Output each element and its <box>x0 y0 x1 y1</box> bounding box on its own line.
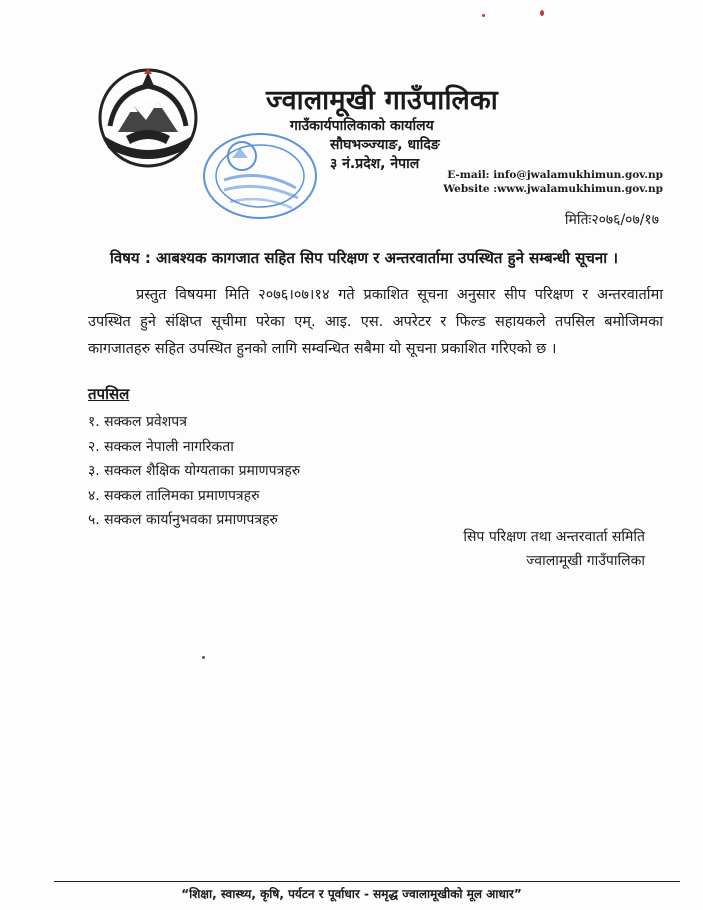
office-seal-stamp-icon <box>200 128 322 224</box>
nepal-coat-of-arms-icon <box>96 66 200 170</box>
org-title: ज्वालामूखी गाउँपालिका <box>266 85 498 116</box>
ink-speck <box>202 656 205 659</box>
office-province: ३ नं.प्रदेश, नेपाल <box>330 156 420 172</box>
signature-committee: सिप परिक्षण तथा अन्तरवार्ता समिति <box>463 529 645 545</box>
subject-line: विषय : आबश्यक कागजात सहित सिप परिक्षण र अन्तरवार्तामा उपस्थित हुने सम्बन्धी सूचना । <box>110 249 619 267</box>
office-address: सौघभञ्ज्याङ, धादिङ <box>330 137 440 153</box>
list-item: ५. सक्कल कार्यानुभवका प्रमाणपत्रहरु <box>88 512 278 528</box>
body-paragraph: प्रस्तुत विषयमा मिति २०७६।०७।१४ गते प्रकाशित सूचना अनुसार सीप परिक्षण र अन्तरवार्तामा उपस्थित हुने संक्षिप्त सूचीमा परेका एम्. आइ. एस. अपरेटर र फिल्ड सहायकले तपसिल बमोजिमका कागजातहरु सहित उपस्थित हुनको लागि सम्वन्धित सबैमा यो सूचना प्रकाशित गरिएको छ । <box>88 287 663 357</box>
footer-divider <box>54 881 680 882</box>
list-item: १. सक्कल प्रवेशपत्र <box>88 414 187 430</box>
list-item: २. सक्कल नेपाली नागरिकता <box>88 438 234 455</box>
ink-speck <box>482 14 485 17</box>
tapasil-heading: तपसिल <box>88 385 130 403</box>
document-date: मितिः२०७६/०७/१७ <box>564 212 659 228</box>
signature-block <box>463 525 645 573</box>
ink-speck <box>540 10 544 16</box>
office-name: गाउँकार्यपालिकाको कार्यालय <box>290 118 434 134</box>
list-item: ३. सक्कल शैक्षिक योग्यताका प्रमाणपत्रहरु <box>88 463 301 479</box>
footer-motto: “शिक्षा, स्वास्थ्य, कृषि, पर्यटन र पूर्वाधार - समृद्ध ज्वालामूखीको मूल आधार” <box>181 887 522 901</box>
list-item: ४. सक्कल तालिमका प्रमाणपत्रहरु <box>88 487 260 504</box>
email-line: E-mail: info@jwalamukhimun.gov.np <box>447 169 663 181</box>
website-line: Website :www.jwalamukhimun.gov.np <box>443 183 663 195</box>
signature-org: ज्वालामूखी गाउँपालिका <box>526 553 645 569</box>
contact-block <box>443 168 663 196</box>
required-documents-list <box>88 410 300 533</box>
